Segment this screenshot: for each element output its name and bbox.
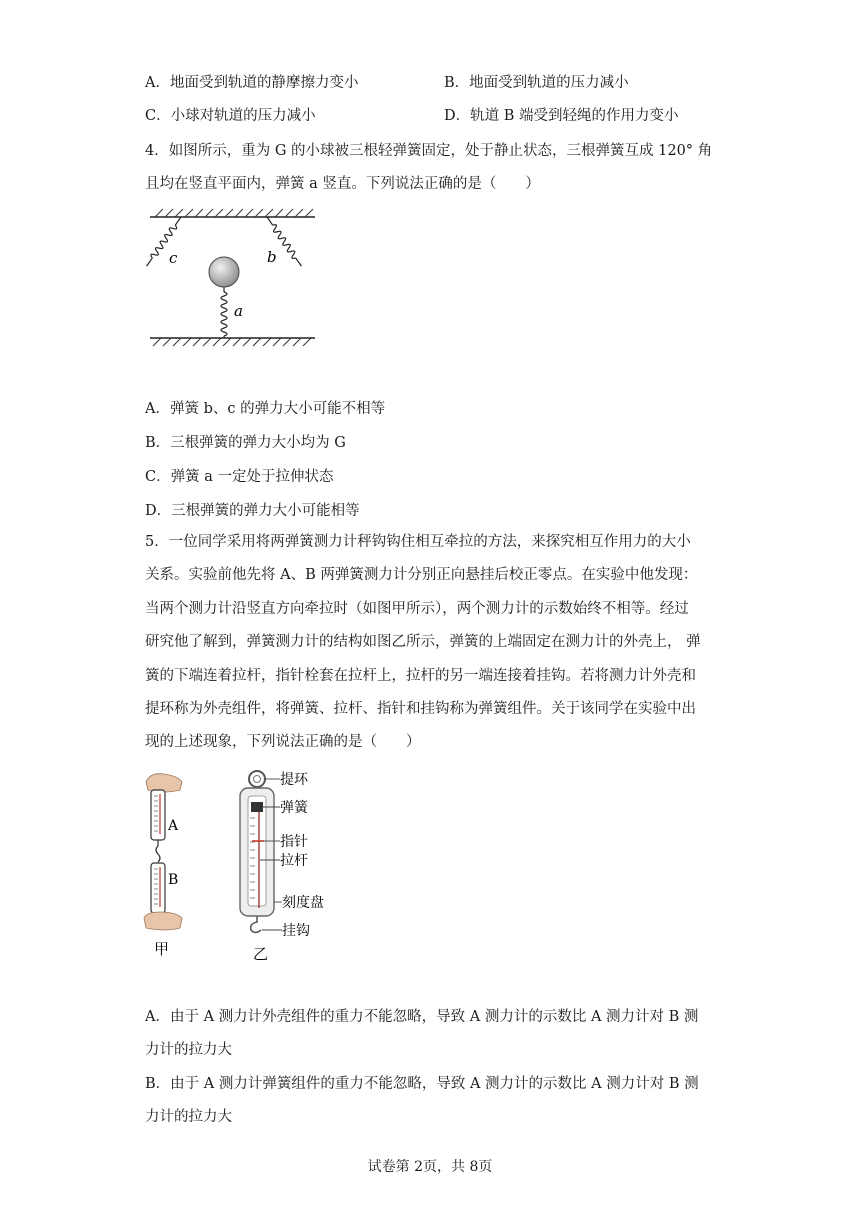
q5-stem-line: 研究他了解到，弹簧测力计的结构如图乙所示，弹簧的上端固定在测力计的外壳上， 弹 — [145, 634, 701, 651]
label-scale-dial: 刻度盘 — [282, 895, 324, 911]
top-hand — [146, 774, 182, 792]
q5-figure-yi — [232, 768, 342, 968]
label-hook: 挂钩 — [282, 923, 310, 939]
q5-stem — [145, 526, 717, 760]
floor-hatch — [153, 338, 311, 346]
q5-stem-line: 现的上述现象，下列说法正确的是（ ） — [145, 734, 421, 751]
scale-b-body — [151, 863, 165, 913]
label-scale-b: B — [168, 872, 179, 888]
bottom-hand — [144, 912, 182, 930]
label-ring: 提环 — [280, 772, 308, 788]
q4-stem-line-2: 且均在竖直平面内，弹簧 a 竖直。下列说法正确的是（ ） — [145, 176, 540, 192]
spring-part — [251, 802, 263, 812]
q4-spring-figure — [145, 200, 320, 355]
page-footer: 试卷第 2页，共 8页 — [367, 1159, 493, 1175]
q4-option-d: D．三根弹簧的弹力大小可能相等 — [145, 503, 360, 519]
q5-option-a-line: 力计的拉力大 — [145, 1042, 232, 1059]
q5-option-b-line: B．由于 A 测力计弹簧组件的重力不能忽略，导致 A 测力计的示数比 A 测力计对 B 测 — [145, 1076, 699, 1092]
q5-figure-jia — [140, 768, 220, 963]
q5-stem-line: 提环称为外壳组件，将弹簧、拉杆、指针和挂钩称为弹簧组件。关于该同学在实验中出 — [145, 701, 696, 718]
q5-option-a — [145, 1001, 717, 1068]
label-rod: 拉杆 — [280, 853, 308, 869]
q4-option-c: C．弹簧 a 一定处于拉伸状态 — [145, 469, 334, 485]
ball — [209, 257, 239, 287]
label-scale-a: A — [168, 818, 179, 834]
hook-connection — [156, 840, 160, 862]
label-c: c — [169, 249, 178, 267]
scale-a-body — [151, 790, 165, 840]
q3-option-c: C．小球对轨道的压力减小 — [145, 108, 316, 124]
label-pointer: 指针 — [280, 834, 308, 850]
q4-option-b: B．三根弹簧的弹力大小均为 G — [145, 435, 346, 451]
spring-c — [145, 215, 183, 268]
q3-option-b: B．地面受到轨道的压力减小 — [444, 75, 629, 91]
q5-stem-line: 关系。实验前他先将 A、B 两弹簧测力计分别正向悬挂后校正零点。在实验中他发现： — [145, 567, 698, 584]
q3-option-d: D．轨道 B 端受到轻绳的作用力变小 — [444, 108, 679, 124]
q3-option-a: A．地面受到轨道的静摩擦力变小 — [145, 75, 359, 91]
q5-stem-line: 5．一位同学采用将两弹簧测力计秤钩钩住相互牵拉的方法，来探究相互作用力的大小 — [145, 534, 691, 550]
q5-option-b — [145, 1068, 717, 1135]
hook-part — [251, 916, 261, 933]
q5-stem-line: 当两个测力计沿竖直方向牵拉时（如图甲所示），两个测力计的示数始终不相等。经过 — [145, 600, 689, 617]
q4-stem-line-1: 4．如图所示，重为 G 的小球被三根轻弹簧固定，处于静止状态，三根弹簧互成 120° 角 — [145, 143, 713, 159]
label-spring: 弹簧 — [280, 800, 308, 816]
q5-stem-line: 簧的下端连着拉杆，指针栓套在拉杆上，拉杆的另一端连接着挂钩。若将测力计外壳和 — [145, 667, 696, 684]
q4-option-a: A．弹簧 b、c 的弹力大小可能不相等 — [145, 401, 386, 417]
q5-option-b-line: 力计的拉力大 — [145, 1109, 232, 1126]
caption-yi: 乙 — [253, 945, 269, 963]
caption-jia: 甲 — [154, 940, 170, 958]
q5-option-a-line: A．由于 A 测力计外壳组件的重力不能忽略，导致 A 测力计的示数比 A 测力计对 B 测 — [145, 1009, 699, 1025]
ceiling-hatch — [155, 209, 313, 217]
label-a: a — [234, 302, 243, 320]
spring-a — [221, 286, 227, 338]
label-b: b — [267, 248, 277, 266]
